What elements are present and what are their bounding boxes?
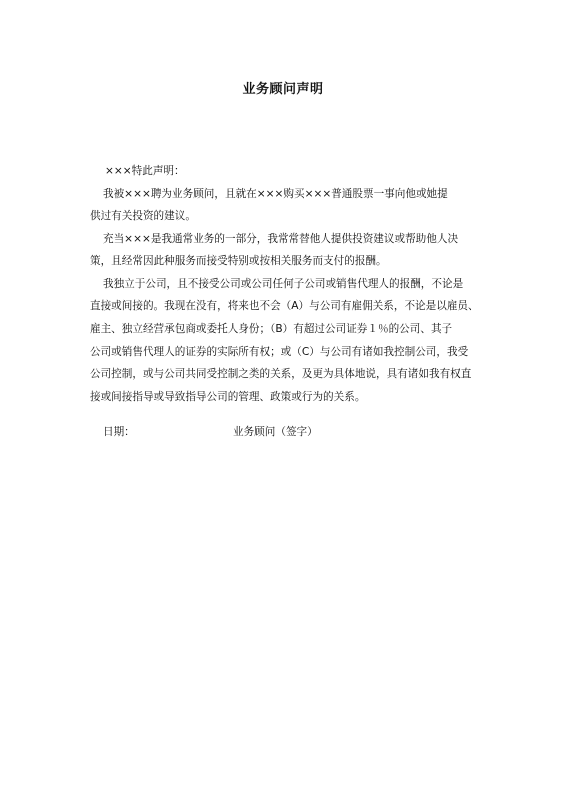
advisor-signature-label: 业务顾问（签字）	[233, 426, 318, 438]
paragraph1-line2: 供过有关投资的建议。	[90, 210, 196, 222]
paragraph3-line5: 公司控制，或与公司共同受控制之类的关系，及更为具体地说，具有诸如我有权直	[90, 368, 472, 380]
date-label: 日期：	[103, 426, 135, 438]
paragraph2-line1: 充当×××是我通常业务的一部分，我常常替他人提供投资建议或帮助他人决	[103, 233, 459, 245]
paragraph3-line6: 接或间接指导或导致指导公司的管理、政策或行为的关系。	[90, 391, 366, 403]
paragraph3-line1: 我独立于公司，且不接受公司或公司任何子公司或销售代理人的报酬，不论是	[103, 278, 464, 290]
paragraph3-line3: 雇主、独立经营承包商或委托人身份；（B）有超过公司证券１％的公司、其子	[90, 323, 453, 335]
salutation: ×××特此声明：	[105, 165, 185, 177]
paragraph3-line4: 公司或销售代理人的证券的实际所有权；或（C）与公司有诸如我控制公司，我受	[90, 346, 469, 358]
paragraph2-line2: 策，且经常因此种服务而接受特别或按相关服务而支付的报酬。	[90, 255, 387, 267]
paragraph1-line1: 我被×××聘为业务顾问，且就在×××购买×××普通股票一事向他或她提	[103, 188, 448, 200]
document-title: 业务顾问声明	[242, 82, 324, 97]
paragraph3-line2: 直接或间接的。我现在没有，将来也不会（A）与公司有雇佣关系，不论是以雇员、	[90, 300, 479, 312]
